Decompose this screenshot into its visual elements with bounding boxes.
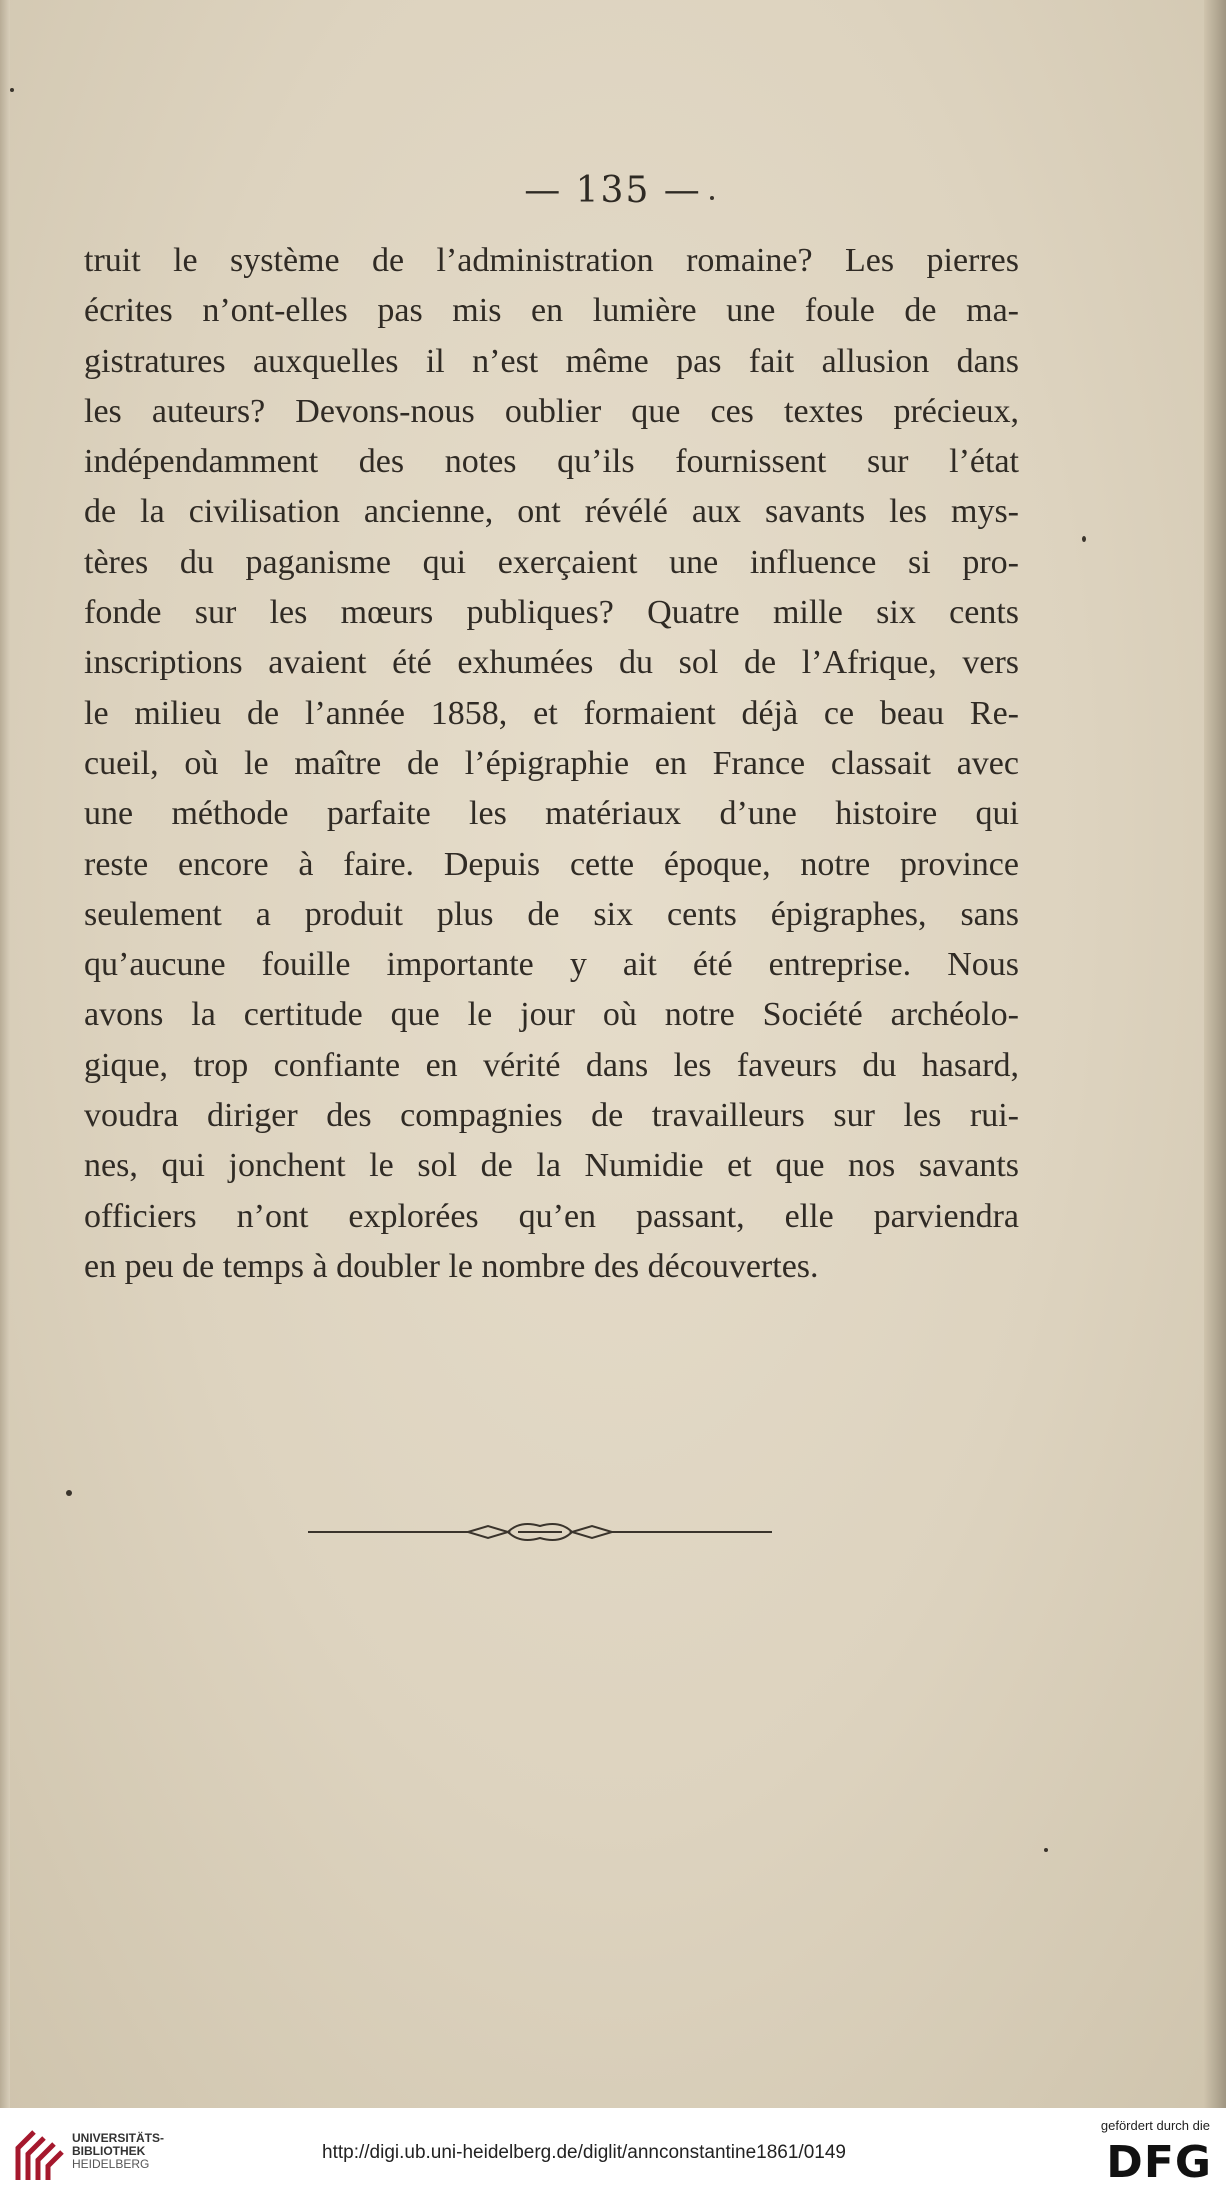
- text-line: nes, qui jonchent le sol de la Numidie et que nos savants: [84, 1147, 1019, 1185]
- text-line: reste encore à faire. Depuis cette époque, notre province: [84, 845, 1019, 883]
- text-line: avons la certitude que le jour où notre Société archéolo-: [84, 996, 1019, 1034]
- text-line: de la civilisation ancienne, ont révélé aux savants les mys-: [84, 493, 1019, 531]
- university-library-logo-icon: [12, 2118, 68, 2188]
- library-name-line: BIBLIOTHEK: [72, 2144, 146, 2158]
- ink-speck: [10, 88, 14, 92]
- text-line: en peu de temps à doubler le nombre des découvertes.: [84, 1247, 819, 1285]
- funding-caption: gefördert durch die: [1100, 2118, 1210, 2133]
- text-line: écrites n’ont-elles pas mis en lumière une foule de ma-: [84, 292, 1019, 330]
- dfg-logo: DFG: [1106, 2137, 1212, 2188]
- text-line: fonde sur les mœurs publiques? Quatre mille six cents: [84, 594, 1019, 632]
- page-number: — 135 —: [524, 170, 702, 211]
- text-line: cueil, où le maître de l’épigraphie en France classait avec: [84, 744, 1019, 782]
- text-line: truit le système de l’administration romaine? Les pierres: [84, 242, 1019, 279]
- text-line: gistratures auxquelles il n’est même pas fait allusion dans: [84, 342, 1019, 380]
- digitization-footer: [0, 2108, 1226, 2198]
- text-line: le milieu de l’année 1858, et formaient déjà ce beau Re-: [84, 694, 1019, 732]
- ink-speck: [66, 1490, 72, 1496]
- text-line: une méthode parfaite les matériaux d’une histoire qui: [84, 795, 1019, 833]
- page-edge-right: [1204, 0, 1226, 2108]
- text-line: indépendamment des notes qu’ils fournissent sur l’état: [84, 443, 1019, 481]
- library-name-line: UNIVERSITÄTS-: [72, 2131, 165, 2145]
- text-line: officiers n’ont explorées qu’en passant, elle parviendra: [84, 1197, 1019, 1235]
- ink-speck: [1082, 536, 1086, 542]
- ornamental-divider: [308, 1514, 772, 1550]
- body-text: [84, 236, 1019, 1292]
- permalink-url[interactable]: http://digi.ub.uni-heidelberg.de/diglit/annconstantine1861/0149: [322, 2142, 846, 2163]
- text-line: seulement a produit plus de six cents épigraphes, sans: [84, 895, 1019, 933]
- text-line: qu’aucune fouille importante y ait été entreprise. Nous: [84, 946, 1019, 984]
- text-line: tères du paganisme qui exerçaient une influence si pro-: [84, 543, 1019, 581]
- text-line: voudra diriger des compagnies de travailleurs sur les rui-: [84, 1097, 1019, 1135]
- library-name-line: HEIDELBERG: [72, 2157, 150, 2171]
- page-edge-left: [0, 0, 10, 2108]
- text-line: inscriptions avaient été exhumées du sol de l’Afrique, vers: [84, 644, 1019, 682]
- ink-speck: [1044, 1848, 1048, 1852]
- text-line: gique, trop confiante en vérité dans les faveurs du hasard,: [84, 1046, 1019, 1084]
- library-name: [72, 2132, 164, 2171]
- text-line: les auteurs? Devons-nous oublier que ces textes précieux,: [84, 392, 1019, 430]
